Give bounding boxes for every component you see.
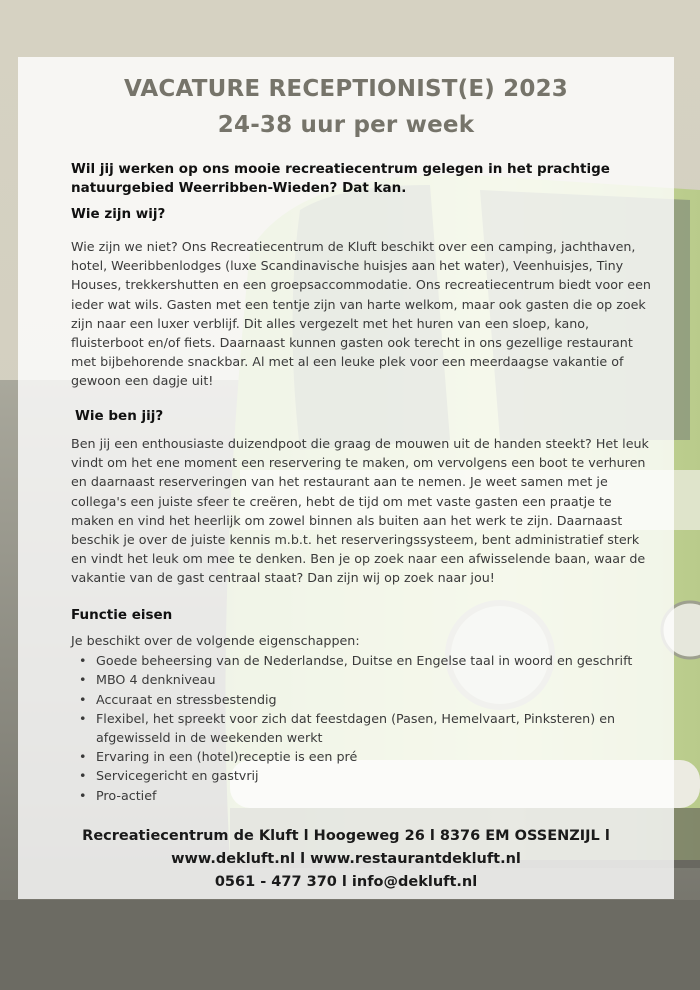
paragraph-who-are-we: Wie zijn we niet? Ons Recreatiecentrum de Kluft beschikt over een camping, jachthaven, hotel, Weeribbenlodges (luxe Scandinavische huisjes aan het water), Veenhuisjes, Tiny Houses, trekkershutten en een groepsaccommodatie. Ons recreatiecentrum biedt voor een ieder wat wils. Gasten met een tentje zijn van harte welkom, maar ook gasten die op zoek zijn naar een luxer verblijf. Dit alles vergezelt met het huren van een sloep, kano, fluisterboot en/of fiets. Daarnaast kunnen gasten ook terecht in ons gezellige restaurant met bijbehorende snackbar. Al met al een leuke plek voor een meerdaagse vakantie of gewoon een dagje uit!	[71, 239, 651, 389]
page-title: VACATURE RECEPTIONIST(E) 2023	[123, 76, 568, 102]
contact-footer	[18, 825, 674, 894]
intro-text: Wil jij werken op ons mooie recreatiecentrum gelegen in het prachtige natuurgebied Weerribben-Wieden? Dat kan.	[71, 161, 610, 196]
heading-requirements: Functie eisen	[71, 607, 173, 623]
list-item: • Goede beheersing van de Nederlandse, Duitse en Engelse taal in woord en geschrift	[71, 651, 656, 670]
list-item: • Pro-actief	[71, 786, 656, 805]
vacancy-card	[18, 57, 674, 899]
list-item: • Servicegericht en gastvrij	[71, 766, 656, 785]
list-item: • Accuraat en stressbestendig	[71, 690, 656, 709]
page-subtitle: 24-38 uur per week	[217, 112, 475, 138]
list-item: • MBO 4 denkniveau	[71, 670, 656, 689]
list-item: • Flexibel, het spreekt voor zich dat feestdagen (Pasen, Hemelvaart, Pinksteren) en afgewisseld in de weekenden werkt	[71, 709, 656, 747]
footer-contact: 0561 - 477 370 l info@dekluft.nl	[214, 874, 478, 890]
heading-who-are-you: Wie ben jij?	[75, 408, 164, 424]
footer-address: Recreatiecentrum de Kluft l Hoogeweg 26 l 8376 EM OSSENZIJL l	[82, 828, 610, 844]
heading-who-are-we: Wie zijn wij?	[71, 206, 166, 222]
requirements-lead: Je beschikt over de volgende eigenschappen:	[71, 633, 360, 648]
paragraph-who-are-you: Ben jij een enthousiaste duizendpoot die graag de mouwen uit de handen steekt? Het leuk vindt om het ene moment een reservering te maken, om vervolgens een boot te verhuren en daarnaast reserveringen van het restaurant aan te nemen. Je weet samen met je collega's een juiste sfeer te creëren, hebt de tijd om met vaste gasten een praatje te maken en vind het heerlijk om zowel binnen als buiten aan het werk te zijn. Daarnaast beschik je over de juiste kennis m.b.t. het reserveringssysteem, bent administratief sterk en vindt het leuk om mee te denken. Ben je op zoek naar een afwisselende baan, waar de vakantie van de gast centraal staat? Dan zijn wij op zoek naar jou!	[71, 436, 649, 586]
requirements-list	[71, 631, 656, 805]
list-item: • Ervaring in een (hotel)receptie is een pré	[71, 747, 656, 766]
footer-websites: www.dekluft.nl l www.restaurantdekluft.nl	[171, 851, 521, 867]
